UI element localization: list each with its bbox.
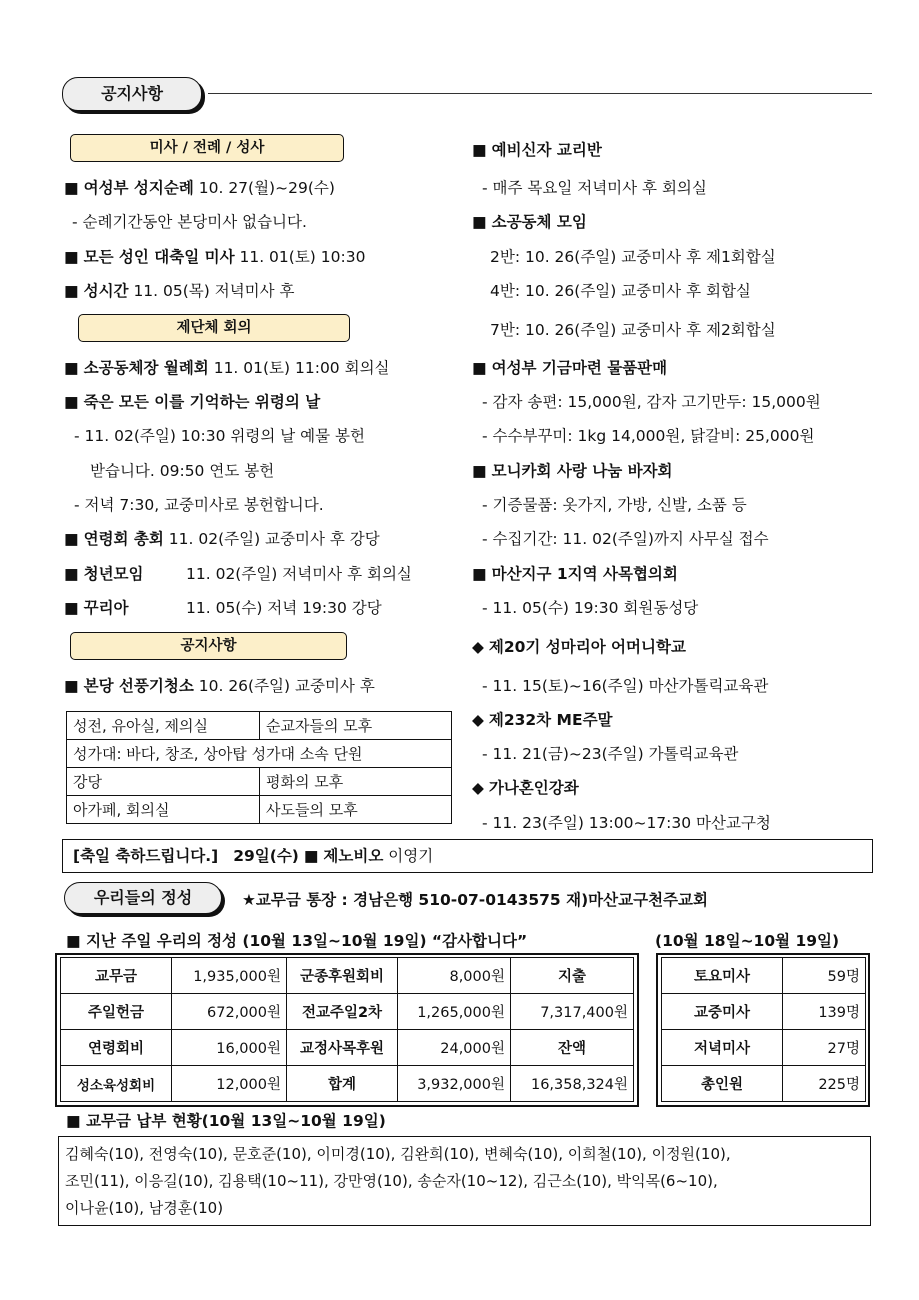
table-row xyxy=(662,1066,866,1102)
item-curia xyxy=(64,596,382,618)
table-cell: 전교주일2차 xyxy=(287,994,398,1030)
table-cell: 24,000원 xyxy=(398,1030,511,1066)
item-title: 꾸리아 xyxy=(83,599,129,617)
table-cell: 1,935,000원 xyxy=(172,958,287,994)
table-cell: 교정사목후원 xyxy=(287,1030,398,1066)
table-row xyxy=(662,958,866,994)
tithe-line: 이나윤(10), 남경훈(10) xyxy=(65,1199,224,1217)
item-mothers-school xyxy=(472,635,686,657)
tag-mass xyxy=(70,134,344,162)
item-all-saints xyxy=(64,245,365,267)
attendance-title: (10월 18일~10월 19일) xyxy=(655,932,840,950)
item-title: 연령회 총회 xyxy=(83,530,164,548)
item-title: 제232차 ME주말 xyxy=(488,711,613,729)
table-row xyxy=(67,796,452,824)
table-row xyxy=(662,994,866,1030)
table-cell: 59명 xyxy=(783,958,866,994)
mothers-school-note: - 11. 15(토)~16(주일) 마산가톨릭교육관 xyxy=(482,677,769,695)
table-cell: 순교자들의 모후 xyxy=(260,712,452,740)
item-title: 본당 선풍기청소 xyxy=(83,677,194,695)
table-row xyxy=(662,1030,866,1066)
bazaar-line-2: - 수집기간: 11. 02(주일)까지 사무실 접수 xyxy=(482,530,769,548)
all-souls-note-3: - 저녁 7:30, 교중미사로 봉헌합니다. xyxy=(74,496,324,514)
table-cell: 225명 xyxy=(783,1066,866,1102)
item-detail: 11. 05(목) 저녁미사 후 xyxy=(128,282,295,300)
table-cell: 연령회비 xyxy=(61,1030,172,1066)
tithe-title-text: 교무금 납부 현황(10월 13일~10월 19일) xyxy=(86,1112,386,1130)
table-cell: 16,000원 xyxy=(172,1030,287,1066)
table-row xyxy=(67,740,452,768)
weekly-offering-text: 지난 주일 우리의 정성 (10월 13일~10월 19일) “감사합니다” xyxy=(86,932,528,950)
item-detail: 11. 05(수) 저녁 19:30 강당 xyxy=(186,599,382,617)
fundraising-line-2: - 수수부꾸미: 1kg 14,000원, 닭갈비: 25,000원 xyxy=(482,427,815,445)
item-small-community xyxy=(472,210,587,232)
item-detail: 10. 27(월)~29(수) xyxy=(193,179,335,197)
feast-saint: 제노비오 xyxy=(323,847,384,865)
table-row xyxy=(61,958,634,994)
table-cell: 주일헌금 xyxy=(61,994,172,1030)
item-title: 소공동체장 월례회 xyxy=(83,359,209,377)
tithe-box xyxy=(58,1136,871,1226)
item-title: 모니카회 사랑 나눔 바자회 xyxy=(491,462,673,480)
bullet: ◆ xyxy=(472,638,484,656)
district-council-note: - 11. 05(수) 19:30 회원동성당 xyxy=(482,599,699,617)
table-row xyxy=(67,768,452,796)
community-line-2: 4반: 10. 26(주일) 교중미사 후 회합실 xyxy=(490,282,751,300)
item-detail: 11. 01(토) 10:30 xyxy=(234,248,366,266)
tithe-line: 조민(11), 이응길(10), 김용택(10~11), 강만영(10), 송순자(10~12), 김근소(10), 박익목(6~10), xyxy=(65,1172,718,1190)
item-detail: 10. 26(주일) 교중미사 후 xyxy=(193,677,375,695)
item-funeral-society xyxy=(64,527,380,549)
item-me-weekend xyxy=(472,708,613,730)
item-district-council xyxy=(472,562,678,584)
table-cell: 강당 xyxy=(67,768,260,796)
table-cell: 16,358,324원 xyxy=(511,1066,634,1102)
table-cell: 성소육성회비 xyxy=(61,1066,172,1102)
bullet: ■ xyxy=(303,847,319,865)
notice-header-pill xyxy=(62,77,202,111)
table-cell: 12,000원 xyxy=(172,1066,287,1102)
feast-day-box xyxy=(62,839,873,873)
item-fan-cleaning xyxy=(64,674,375,696)
table-row xyxy=(61,1066,634,1102)
pilgrimage-note: - 순례기간동안 본당미사 없습니다. xyxy=(72,213,307,231)
item-title: 예비신자 교리반 xyxy=(491,141,602,159)
tithe-title xyxy=(66,1109,386,1131)
offering-title: 우리들의 정성 xyxy=(93,888,193,907)
bullet: ■ xyxy=(64,530,79,548)
bullet: ■ xyxy=(472,359,487,377)
tag-notice xyxy=(70,632,347,660)
item-title: 여성부 기금마련 물품판매 xyxy=(491,359,668,377)
table-cell: 토요미사 xyxy=(662,958,783,994)
bazaar-line-1: - 기증물품: 옷가지, 가방, 신발, 소품 등 xyxy=(482,496,747,514)
bullet: ■ xyxy=(472,141,487,159)
notice-header-title: 공지사항 xyxy=(101,84,163,103)
account-info: ★교무금 통장 : 경남은행 510-07-0143575 재)마산교구천주교회 xyxy=(242,891,708,909)
cana-course-note: - 11. 23(주일) 13:00~17:30 마산교구청 xyxy=(482,814,771,832)
item-title: 죽은 모든 이를 기억하는 위령의 날 xyxy=(83,393,321,411)
bullet: ■ xyxy=(64,565,79,583)
item-leaders-meeting xyxy=(64,356,390,378)
cleaning-table xyxy=(66,711,452,824)
feast-person: 이영기 xyxy=(388,847,434,865)
item-title: 제20기 성마리아 어머니학교 xyxy=(488,638,686,656)
bullet: ■ xyxy=(64,282,79,300)
table-cell: 3,932,000원 xyxy=(398,1066,511,1102)
me-weekend-note: - 11. 21(금)~23(주일) 가톨릭교육관 xyxy=(482,745,739,763)
all-souls-note-2: 받습니다. 09:50 연도 봉헌 xyxy=(90,462,275,480)
bullet: ■ xyxy=(472,462,487,480)
table-cell: 성전, 유아실, 제의실 xyxy=(67,712,260,740)
bullet: ■ xyxy=(64,179,79,197)
table-cell: 교중미사 xyxy=(662,994,783,1030)
table-cell: 성가대: 바다, 창조, 상아탑 성가대 소속 단원 xyxy=(67,740,452,768)
feast-label: [축일 축하드립니다.] xyxy=(73,847,219,865)
item-detail: 11. 02(주일) 교중미사 후 강당 xyxy=(163,530,380,548)
item-all-souls xyxy=(64,390,320,412)
bullet: ■ xyxy=(64,248,79,266)
bullet: ■ xyxy=(66,932,81,950)
table-cell: 지출 xyxy=(511,958,634,994)
table-cell: 7,317,400원 xyxy=(511,994,634,1030)
table-cell: 1,265,000원 xyxy=(398,994,511,1030)
attendance-table xyxy=(661,957,866,1102)
community-line-3: 7반: 10. 26(주일) 교중미사 후 제2회합실 xyxy=(490,321,776,339)
item-pilgrimage xyxy=(64,176,335,198)
tag-mass-label: 미사 / 전례 / 성사 xyxy=(149,140,265,156)
item-bazaar xyxy=(472,459,673,481)
catechumen-note: - 매주 목요일 저녁미사 후 회의실 xyxy=(482,179,707,197)
item-detail: 11. 02(주일) 저녁미사 후 회의실 xyxy=(186,565,412,583)
fundraising-line-1: - 감자 송편: 15,000원, 감자 고기만두: 15,000원 xyxy=(482,393,821,411)
weekly-offering-title xyxy=(66,929,527,951)
table-cell: 평화의 모후 xyxy=(260,768,452,796)
all-souls-note-1: - 11. 02(주일) 10:30 위령의 날 예물 봉헌 xyxy=(74,427,365,445)
tithe-line: 김혜숙(10), 전영숙(10), 문호준(10), 이미경(10), 김완희(10), 변혜숙(10), 이희철(10), 이정원(10), xyxy=(65,1145,731,1163)
table-cell: 저녁미사 xyxy=(662,1030,783,1066)
bullet: ■ xyxy=(64,599,79,617)
bullet: ■ xyxy=(472,565,487,583)
item-fundraising xyxy=(472,356,667,378)
item-title: 모든 성인 대축일 미사 xyxy=(83,248,235,266)
header-rule xyxy=(208,93,872,94)
item-cana-course xyxy=(472,776,579,798)
offering-header-pill xyxy=(64,882,222,914)
bullet: ■ xyxy=(472,213,487,231)
item-title: 청년모임 xyxy=(83,565,144,583)
table-cell: 잔액 xyxy=(511,1030,634,1066)
table-cell: 교무금 xyxy=(61,958,172,994)
table-row xyxy=(61,1030,634,1066)
finance-table xyxy=(60,957,634,1102)
item-catechumen xyxy=(472,138,602,160)
feast-date: 29일(수) xyxy=(233,847,299,865)
tag-council-label: 제단체 회의 xyxy=(176,320,252,336)
table-cell: 사도들의 모후 xyxy=(260,796,452,824)
table-cell: 139명 xyxy=(783,994,866,1030)
item-title: 소공동체 모임 xyxy=(491,213,587,231)
bullet: ■ xyxy=(64,677,79,695)
item-holy-hour xyxy=(64,279,295,301)
bullet: ◆ xyxy=(472,711,484,729)
item-youth xyxy=(64,562,412,584)
table-cell: 아가페, 회의실 xyxy=(67,796,260,824)
tag-notice-label: 공지사항 xyxy=(180,638,237,654)
table-cell: 672,000원 xyxy=(172,994,287,1030)
item-title: 여성부 성지순례 xyxy=(83,179,194,197)
table-row xyxy=(67,712,452,740)
table-cell: 총인원 xyxy=(662,1066,783,1102)
table-row xyxy=(61,994,634,1030)
item-title: 성시간 xyxy=(83,282,129,300)
bullet: ■ xyxy=(66,1112,81,1130)
item-title: 마산지구 1지역 사목협의회 xyxy=(491,565,678,583)
tag-council xyxy=(78,314,350,342)
community-line-1: 2반: 10. 26(주일) 교중미사 후 제1회합실 xyxy=(490,248,776,266)
bullet: ■ xyxy=(64,359,79,377)
table-cell: 합계 xyxy=(287,1066,398,1102)
table-cell: 27명 xyxy=(783,1030,866,1066)
bullet: ■ xyxy=(64,393,79,411)
table-cell: 군종후원회비 xyxy=(287,958,398,994)
item-title: 가나혼인강좌 xyxy=(488,779,579,797)
table-cell: 8,000원 xyxy=(398,958,511,994)
item-detail: 11. 01(토) 11:00 회의실 xyxy=(208,359,390,377)
bullet: ◆ xyxy=(472,779,484,797)
